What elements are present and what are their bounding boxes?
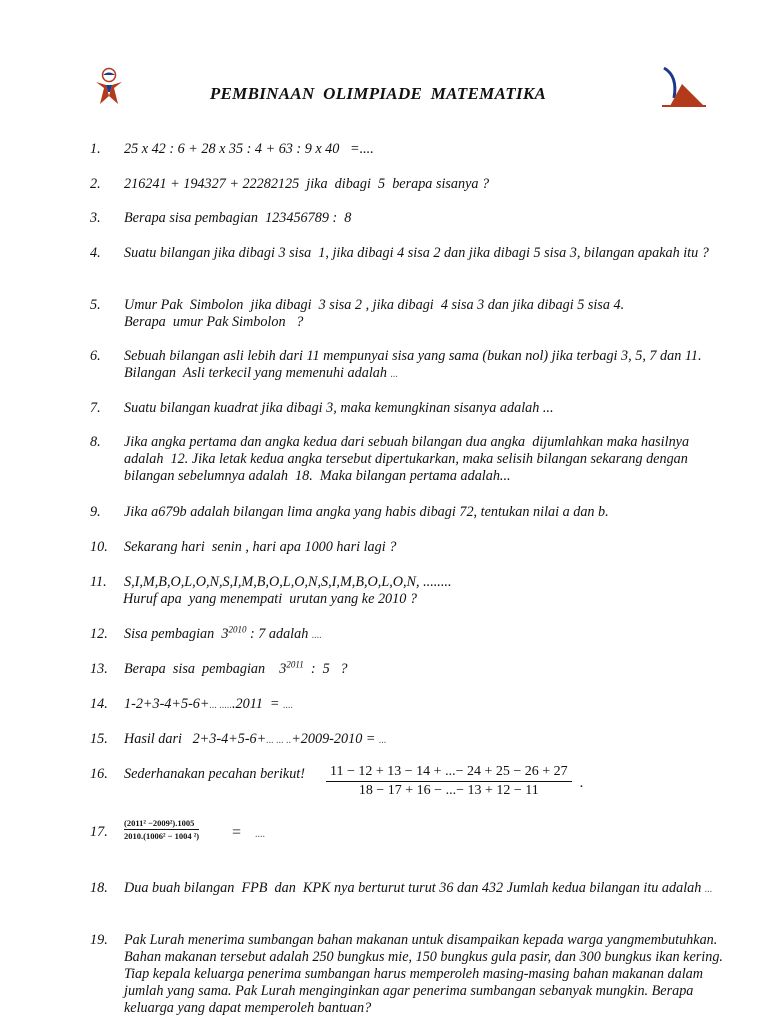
question-number: 2. — [90, 176, 101, 192]
question-text: 1-2+3-4+5-6+... ......2011 = .... — [124, 696, 294, 712]
question-number: 17. — [90, 824, 108, 840]
question-number: 12. — [90, 626, 108, 642]
question-19 — [90, 932, 730, 1017]
question-number: 7. — [90, 400, 101, 416]
question-3 — [90, 210, 730, 227]
question-text: Sisa pembagian $3^{2010}$ : 7 adalah .... — [124, 624, 322, 642]
question-text: Berapa sisa pembagian $3^{2011}$ : 5 ? — [124, 659, 348, 677]
question-text: Umur Pak Simbolon jika dibagi 3 sisa 2 , jika dibagi 4 sisa 3 dan jika dibagi 5 sisa 4. Berapa umur Pak Simbolon ? — [124, 297, 625, 330]
question-text: Pak Lurah menerima sumbangan bahan makanan untuk disampaikan kepada warga yangmembutuhkan. Bahan makanan tersebut adalah 250 bungkus mie, 150 bungkus gula pasir, dan 300 bungkus ikan kering. Tiap kepala keluarga penerima sumbangan harus memperoleh masing-masing bahan makanan dalam jumlah yang sama. Pak Lurah menginginkan agar penerima sumbangan sebanyak mungkin. Berapa keluarga yang dapat memperoleh bantuan? — [124, 932, 727, 1016]
question-number: 13. — [90, 661, 108, 677]
equals-17: = .... — [232, 824, 266, 841]
question-13 — [90, 661, 730, 678]
question-14 — [90, 696, 730, 714]
question-number: 14. — [90, 696, 108, 712]
fraction-denominator: 2010.(1006² − 1004 ²) — [124, 831, 200, 841]
fraction-numerator: (2011² −2009²).1005 — [124, 818, 199, 830]
fraction-17 — [124, 818, 199, 841]
fraction-16 — [326, 764, 572, 799]
question-number: 9. — [90, 504, 101, 520]
question-12 — [90, 626, 730, 644]
question-text: Berapa sisa pembagian 123456789 : 8 — [124, 210, 352, 226]
question-15 — [90, 731, 730, 749]
question-number: 3. — [90, 210, 101, 226]
question-number: 1. — [90, 141, 101, 157]
question-10 — [90, 539, 730, 556]
question-number: 15. — [90, 731, 108, 747]
question-number: 19. — [90, 932, 108, 948]
question-4 — [90, 245, 730, 262]
fraction-numerator: 11 − 12 + 13 − 14 + ...− 24 + 25 − 26 + 27 — [326, 764, 572, 782]
question-text: Dua buah bilangan FPB dan KPK nya berturut turut 36 dan 432 Jumlah kedua bilangan itu adalah ... — [124, 880, 713, 896]
question-number: 11. — [90, 574, 107, 590]
question-text: Hasil dari 2+3-4+5-6+... ... ..+2009-2010 = ... — [124, 731, 387, 747]
question-text: 216241 + 194327 + 22282125 jika dibagi 5 berapa sisanya ? — [124, 176, 490, 192]
question-number: 8. — [90, 434, 101, 450]
question-1 — [90, 141, 730, 158]
question-text: Jika angka pertama dan angka kedua dari sebuah bilangan dua angka dijumlahkan maka hasilnya adalah 12. Jika letak kedua angka tersebut dipertukarkan, maka selisih bilangan sekarang dengan bilangan sebelumnya adalah 18. Maka bilangan pertama adalah... — [124, 434, 693, 484]
question-6 — [90, 348, 730, 383]
question-2 — [90, 176, 730, 193]
question-text: S,I,M,B,O,L,O,N,S,I,M,B,O,L,O,N,S,I,M,B,O,L,O,N, ........ — [124, 574, 452, 590]
fraction-end: . — [580, 775, 584, 791]
question-8 — [90, 434, 730, 485]
question-number: 4. — [90, 245, 101, 261]
question-7 — [90, 400, 730, 417]
question-18 — [90, 880, 730, 898]
question-9 — [90, 504, 730, 521]
question-text-line2: Huruf apa yang menempati urutan yang ke 2010 ? — [123, 591, 417, 607]
question-5 — [90, 297, 730, 331]
question-text: 25 x 42 : 6 + 28 x 35 : 4 + 63 : 9 x 40 =.... — [124, 141, 374, 157]
question-text: Jika a679b adalah bilangan lima angka yang habis dibagi 72, tentukan nilai a dan b. — [124, 504, 609, 520]
question-number: 18. — [90, 880, 108, 896]
question-text: Suatu bilangan jika dibagi 3 sisa 1, jika dibagi 4 sisa 2 dan jika dibagi 5 sisa 3, bilangan apakah itu ? — [124, 245, 709, 261]
fraction-denominator: 18 − 17 + 16 − ...− 13 + 12 − 11 — [358, 783, 539, 798]
question-number: 6. — [90, 348, 101, 364]
question-text: Sebuah bilangan asli lebih dari 11 mempunyai sisa yang sama (bukan nol) jika terbagi 3, 5, 7 dan 11. Bilangan Asli terkecil yang memenuhi adalah ... — [124, 348, 706, 381]
question-number: 5. — [90, 297, 101, 313]
question-text: Suatu bilangan kuadrat jika dibagi 3, maka kemungkinan sisanya adalah ... — [124, 400, 554, 416]
question-text: Sederhanakan pecahan berikut! — [124, 766, 305, 782]
question-number: 10. — [90, 539, 108, 555]
question-number: 16. — [90, 766, 108, 782]
question-11 — [90, 574, 730, 608]
question-text: Sekarang hari senin , hari apa 1000 hari lagi ? — [124, 539, 397, 555]
page-title: PEMBINAAN OLIMPIADE MATEMATIKA — [209, 84, 547, 103]
